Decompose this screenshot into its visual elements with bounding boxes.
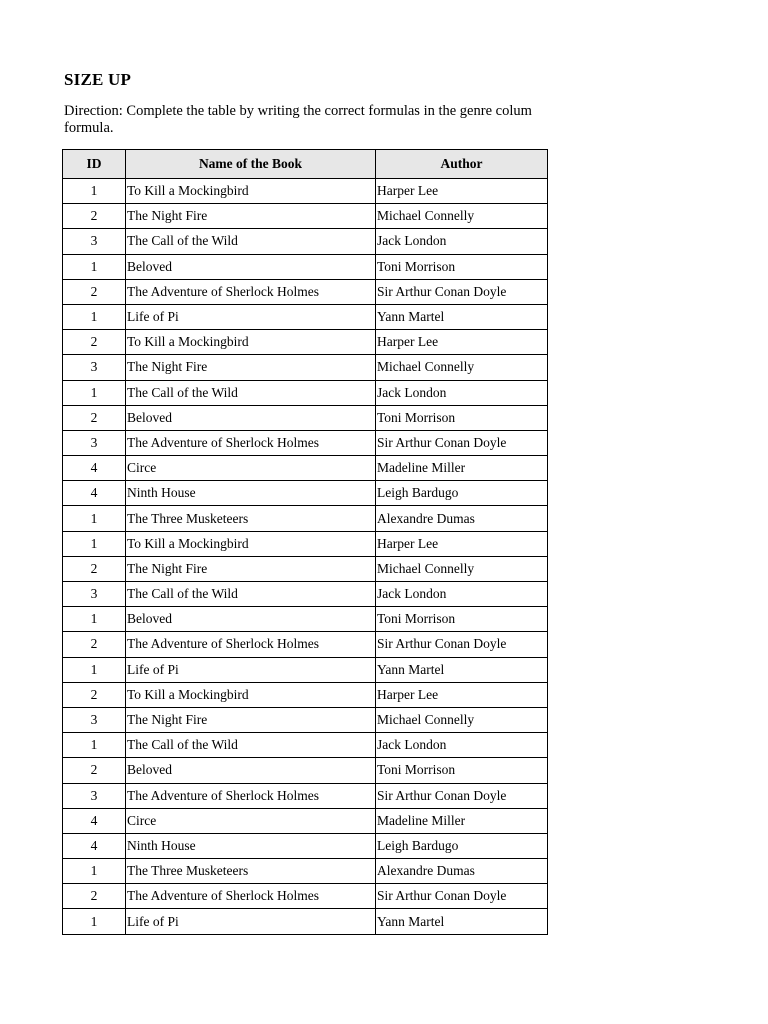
table-row — [63, 682, 548, 707]
cell-id: 1 — [63, 254, 126, 279]
table-row — [63, 808, 548, 833]
cell-book-name: Life of Pi — [126, 304, 376, 329]
table-row — [63, 859, 548, 884]
cell-author: Jack London — [376, 733, 548, 758]
cell-id: 1 — [63, 859, 126, 884]
cell-book-name: The Three Musketeers — [126, 859, 376, 884]
cell-id: 3 — [63, 430, 126, 455]
table-body — [63, 179, 548, 935]
cell-id: 3 — [63, 355, 126, 380]
table-row — [63, 909, 548, 934]
cell-id: 4 — [63, 481, 126, 506]
cell-book-name: The Night Fire — [126, 204, 376, 229]
cell-author: Alexandre Dumas — [376, 506, 548, 531]
header-id: ID — [63, 150, 126, 179]
cell-author: Michael Connelly — [376, 707, 548, 732]
cell-id: 1 — [63, 733, 126, 758]
cell-author: Yann Martel — [376, 657, 548, 682]
table-header-row — [63, 150, 548, 179]
cell-author: Toni Morrison — [376, 405, 548, 430]
cell-id: 2 — [63, 758, 126, 783]
cell-author: Leigh Bardugo — [376, 833, 548, 858]
cell-book-name: The Call of the Wild — [126, 582, 376, 607]
cell-id: 2 — [63, 682, 126, 707]
cell-id: 1 — [63, 506, 126, 531]
cell-author: Toni Morrison — [376, 758, 548, 783]
cell-book-name: The Adventure of Sherlock Holmes — [126, 279, 376, 304]
table-row — [63, 229, 548, 254]
cell-id: 1 — [63, 657, 126, 682]
cell-author: Jack London — [376, 229, 548, 254]
direction-text — [64, 103, 764, 137]
table-row — [63, 556, 548, 581]
cell-book-name: Ninth House — [126, 481, 376, 506]
cell-book-name: Circe — [126, 456, 376, 481]
cell-book-name: Circe — [126, 808, 376, 833]
book-table — [62, 149, 548, 935]
cell-book-name: To Kill a Mockingbird — [126, 179, 376, 204]
cell-author: Jack London — [376, 582, 548, 607]
cell-id: 4 — [63, 456, 126, 481]
cell-book-name: Beloved — [126, 607, 376, 632]
page-title: SIZE UP — [64, 70, 132, 89]
cell-book-name: The Night Fire — [126, 355, 376, 380]
table-row — [63, 355, 548, 380]
cell-author: Alexandre Dumas — [376, 859, 548, 884]
table-row — [63, 380, 548, 405]
cell-author: Harper Lee — [376, 682, 548, 707]
cell-id: 2 — [63, 556, 126, 581]
table-row — [63, 783, 548, 808]
cell-id: 4 — [63, 833, 126, 858]
cell-book-name: The Adventure of Sherlock Holmes — [126, 783, 376, 808]
cell-book-name: Ninth House — [126, 833, 376, 858]
cell-id: 2 — [63, 884, 126, 909]
cell-book-name: To Kill a Mockingbird — [126, 531, 376, 556]
table-row — [63, 430, 548, 455]
table-row — [63, 833, 548, 858]
cell-id: 2 — [63, 204, 126, 229]
cell-id: 1 — [63, 179, 126, 204]
cell-book-name: The Call of the Wild — [126, 380, 376, 405]
cell-author: Toni Morrison — [376, 607, 548, 632]
cell-author: Toni Morrison — [376, 254, 548, 279]
cell-author: Sir Arthur Conan Doyle — [376, 279, 548, 304]
cell-book-name: Beloved — [126, 758, 376, 783]
table-row — [63, 531, 548, 556]
cell-book-name: The Three Musketeers — [126, 506, 376, 531]
cell-book-name: Beloved — [126, 405, 376, 430]
table-row — [63, 707, 548, 732]
cell-author: Michael Connelly — [376, 556, 548, 581]
table-row — [63, 405, 548, 430]
cell-id: 2 — [63, 279, 126, 304]
cell-id: 1 — [63, 531, 126, 556]
header-author: Author — [376, 150, 548, 179]
cell-author: Sir Arthur Conan Doyle — [376, 783, 548, 808]
table-row — [63, 304, 548, 329]
cell-book-name: The Night Fire — [126, 556, 376, 581]
table-row — [63, 179, 548, 204]
cell-book-name: The Adventure of Sherlock Holmes — [126, 430, 376, 455]
cell-id: 3 — [63, 229, 126, 254]
cell-book-name: Life of Pi — [126, 657, 376, 682]
cell-id: 2 — [63, 632, 126, 657]
table-row — [63, 657, 548, 682]
cell-id: 1 — [63, 607, 126, 632]
table-row — [63, 758, 548, 783]
cell-author: Yann Martel — [376, 304, 548, 329]
table-row — [63, 481, 548, 506]
cell-book-name: The Night Fire — [126, 707, 376, 732]
cell-author: Harper Lee — [376, 179, 548, 204]
cell-author: Madeline Miller — [376, 808, 548, 833]
direction-line-1: Direction: Complete the table by writing the correct formulas in the genre colum — [64, 103, 532, 119]
cell-book-name: Life of Pi — [126, 909, 376, 934]
cell-book-name: The Adventure of Sherlock Holmes — [126, 632, 376, 657]
table-row — [63, 506, 548, 531]
cell-author: Harper Lee — [376, 330, 548, 355]
table-row — [63, 733, 548, 758]
table-row — [63, 632, 548, 657]
cell-author: Sir Arthur Conan Doyle — [376, 884, 548, 909]
cell-id: 2 — [63, 330, 126, 355]
cell-author: Michael Connelly — [376, 355, 548, 380]
cell-author: Sir Arthur Conan Doyle — [376, 632, 548, 657]
cell-author: Leigh Bardugo — [376, 481, 548, 506]
cell-id: 3 — [63, 707, 126, 732]
cell-author: Michael Connelly — [376, 204, 548, 229]
cell-book-name: To Kill a Mockingbird — [126, 330, 376, 355]
cell-id: 3 — [63, 582, 126, 607]
cell-id: 1 — [63, 304, 126, 329]
header-book-name: Name of the Book — [126, 150, 376, 179]
cell-author: Jack London — [376, 380, 548, 405]
cell-id: 2 — [63, 405, 126, 430]
cell-book-name: The Call of the Wild — [126, 229, 376, 254]
table-row — [63, 254, 548, 279]
cell-book-name: Beloved — [126, 254, 376, 279]
cell-id: 3 — [63, 783, 126, 808]
cell-author: Sir Arthur Conan Doyle — [376, 430, 548, 455]
table-row — [63, 607, 548, 632]
table-row — [63, 330, 548, 355]
cell-id: 1 — [63, 909, 126, 934]
cell-book-name: The Adventure of Sherlock Holmes — [126, 884, 376, 909]
table-row — [63, 456, 548, 481]
cell-id: 1 — [63, 380, 126, 405]
cell-book-name: The Call of the Wild — [126, 733, 376, 758]
cell-author: Yann Martel — [376, 909, 548, 934]
table-row — [63, 884, 548, 909]
cell-author: Madeline Miller — [376, 456, 548, 481]
cell-author: Harper Lee — [376, 531, 548, 556]
cell-book-name: To Kill a Mockingbird — [126, 682, 376, 707]
table-row — [63, 204, 548, 229]
table-row — [63, 279, 548, 304]
table-row — [63, 582, 548, 607]
cell-id: 4 — [63, 808, 126, 833]
direction-line-2: formula. — [64, 120, 114, 136]
